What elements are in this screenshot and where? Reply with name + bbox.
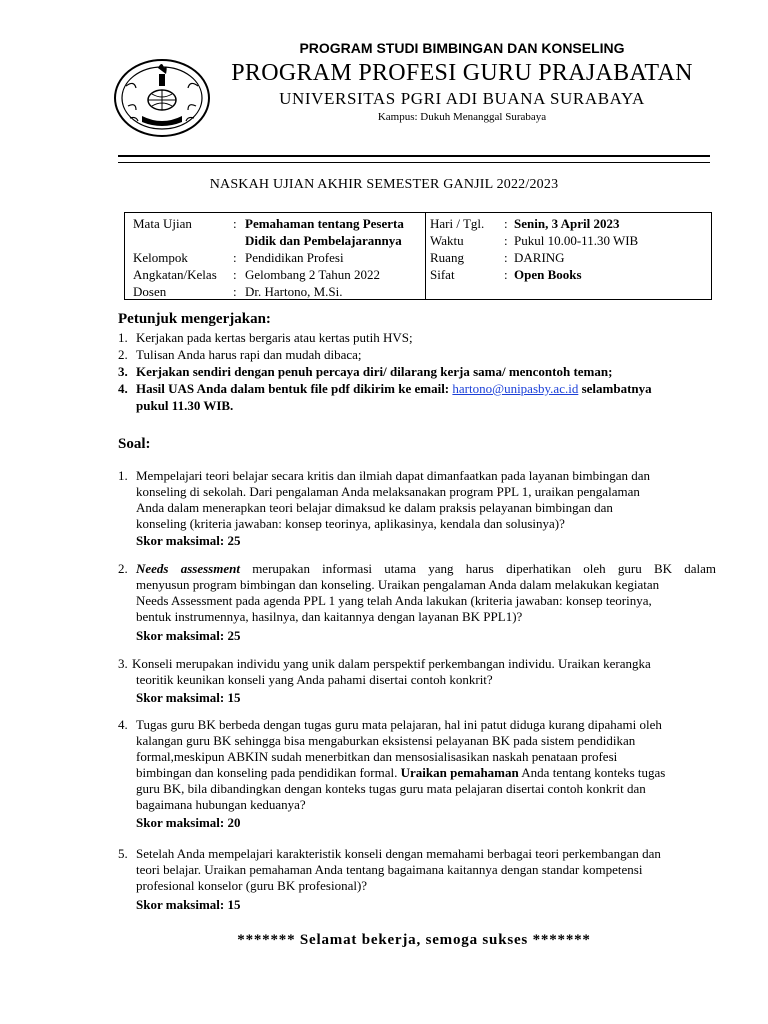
info-value: DARING: [514, 250, 565, 265]
question-line-text: Anda tentang konteks tugas: [521, 765, 666, 780]
info-label: Dosen: [133, 284, 167, 299]
info-value: Pemahaman tentang Peserta: [245, 216, 404, 231]
exam-title: NASKAH UJIAN AKHIR SEMESTER GANJIL 2022/2023: [209, 177, 559, 192]
question-line-text: merupakan informasi utama yang harus diperhatikan oleh guru BK dalam: [252, 561, 717, 576]
question-line: bentuk instrumennya, hasilnya, dan kaitannya dengan layanan BK PPL1)?: [136, 609, 523, 624]
question-1: [118, 468, 718, 552]
info-value: Pendidikan Profesi: [245, 250, 344, 265]
question-line: profesional konselor (guru BK profesional)?: [136, 878, 368, 893]
header-program-name: PROGRAM PROFESI GURU PRAJABATAN: [231, 60, 693, 86]
info-table-divider: [425, 213, 426, 299]
question-emphasis: Uraikan pemahaman: [400, 765, 519, 780]
info-value: Pukul 10.00-11.30 WIB: [514, 233, 639, 248]
question-4: [118, 717, 718, 835]
question-line: Needs Assessment pada agenda PPL 1 yang telah Anda lakukan (kriteria jawaban: konsep teorinya,: [136, 593, 652, 608]
info-label: Mata Ujian: [133, 216, 192, 231]
question-3: [118, 656, 718, 708]
question-number: 3.: [118, 656, 128, 671]
info-value: Dr. Hartono, M.Si.: [245, 284, 343, 299]
question-line: Setelah Anda mempelajari karakteristik konseli dengan memahami berbagai teori perkembangan dan: [136, 846, 661, 861]
closing-message: ******* Selamat bekerja, semoga sukses *******: [237, 932, 591, 948]
question-line: konseling (kriteria jawaban: konsep teorinya, aplikasinya, kendala dan solusinya)?: [136, 516, 565, 531]
info-label: Sifat: [430, 267, 455, 282]
question-5: [118, 846, 718, 916]
info-label: Ruang: [430, 250, 464, 265]
question-2: [118, 561, 718, 645]
question-line: formal,meskipun ABKIN sudah menerbitkan dan mensosialisasikan naskah penataan profesi: [136, 749, 618, 764]
question-number: 4.: [118, 717, 128, 732]
question-number: 2.: [118, 561, 128, 576]
list-number: 4.: [118, 381, 128, 396]
question-line: Mempelajari teori belajar secara kritis dan ilmiah dapat dimanfaatkan pada layanan bimbingan dan: [136, 468, 651, 483]
info-value: Open Books: [514, 267, 582, 282]
info-label: Hari / Tgl.: [430, 216, 485, 231]
exam-info-table: [124, 212, 712, 300]
question-line: konseling di sekolah. Dari pengalaman Anda melaksanakan program PPL 1, uraikan pengalaman: [136, 484, 640, 499]
list-item-text: Hasil UAS Anda dalam bentuk file pdf dikirim ke email:: [136, 381, 450, 396]
header-university: UNIVERSITAS PGRI ADI BUANA SURABAYA: [279, 89, 645, 108]
question-score: Skor maksimal: 15: [136, 690, 241, 705]
info-value: Gelombang 2 Tahun 2022: [245, 267, 380, 282]
question-number: 5.: [118, 846, 128, 861]
question-line-text: bimbingan dan konseling pada pendidikan formal.: [136, 765, 398, 780]
header-study-program: PROGRAM STUDI BIMBINGAN DAN KONSELING: [299, 40, 625, 56]
instructions-heading: Petunjuk mengerjakan:: [118, 311, 271, 327]
info-sep: :: [233, 250, 237, 265]
question-line: [136, 561, 716, 577]
question-line: [136, 765, 665, 781]
header-campus: Kampus: Dukuh Menanggal Surabaya: [377, 111, 547, 123]
question-score: Skor maksimal: 20: [136, 815, 241, 830]
question-line: Konseli merupakan individu yang unik dalam perspektif perkembangan individu. Uraikan kerangka: [132, 656, 651, 671]
question-line: teoritik keunikan konseli yang Anda pahami disertai contoh konkrit?: [136, 672, 493, 687]
info-sep: :: [504, 267, 508, 282]
list-item: Tulisan Anda harus rapi dan mudah dibaca;: [136, 347, 362, 362]
question-score: Skor maksimal: 25: [136, 628, 241, 643]
info-label: Waktu: [430, 233, 464, 248]
header-divider-thin: [118, 162, 710, 163]
email-link[interactable]: hartono@unipasby.ac.id: [452, 381, 579, 396]
list-number: 1.: [118, 330, 128, 345]
info-value: Senin, 3 April 2023: [514, 216, 620, 231]
info-sep: :: [504, 250, 508, 265]
list-item-continuation: pukul 11.30 WIB.: [136, 398, 234, 413]
question-number: 1.: [118, 468, 128, 483]
question-line: teori belajar. Uraikan pemahaman Anda tentang bagaimana kaitannya dengan standar kompetensi: [136, 862, 643, 877]
question-line: guru BK, bila dibandingkan dengan konteks tugas guru mata pelajaran disertai contoh konkrit dan: [136, 781, 646, 796]
question-score: Skor maksimal: 15: [136, 897, 241, 912]
question-line: bagaimana hubungan keduanya?: [136, 797, 306, 812]
info-label: Kelompok: [133, 250, 188, 265]
info-sep: :: [233, 284, 237, 299]
list-number: 3.: [118, 364, 128, 379]
instructions-list: [118, 330, 718, 420]
question-line: kalangan guru BK sehingga bisa mengaburkan eksistensi pelayanan BK pada sistem pendidikan: [136, 733, 636, 748]
question-emphasis: Needs assessment: [136, 561, 240, 576]
info-value: Didik dan Pembelajarannya: [245, 233, 402, 248]
info-sep: :: [504, 216, 508, 231]
list-item: Kerjakan sendiri dengan penuh percaya diri/ dilarang kerja sama/ mencontoh teman;: [136, 364, 613, 379]
university-seal-icon: [112, 56, 212, 140]
questions-heading: Soal:: [118, 436, 151, 452]
question-score: Skor maksimal: 25: [136, 533, 241, 548]
question-line: Anda dalam menerapkan teori belajar dimaksud ke dalam praksis pelayanan bimbingan dan: [136, 500, 613, 515]
list-item: Kerjakan pada kertas bergaris atau kertas putih HVS;: [136, 330, 413, 345]
list-item: [136, 381, 652, 397]
header-divider-thick: [118, 155, 710, 157]
info-sep: :: [233, 216, 237, 231]
list-item-text: selambatnya: [581, 381, 652, 396]
info-sep: :: [504, 233, 508, 248]
question-line: menyusun program bimbingan dan konseling. Uraikan pengalaman Anda dalam melakukan kegiatan: [136, 577, 660, 592]
info-label: Angkatan/Kelas: [133, 267, 217, 282]
info-sep: :: [233, 267, 237, 282]
list-number: 2.: [118, 347, 128, 362]
question-line: Tugas guru BK berbeda dengan tugas guru mata pelajaran, hal ini patut diduga kurang dipahami oleh: [136, 717, 662, 732]
